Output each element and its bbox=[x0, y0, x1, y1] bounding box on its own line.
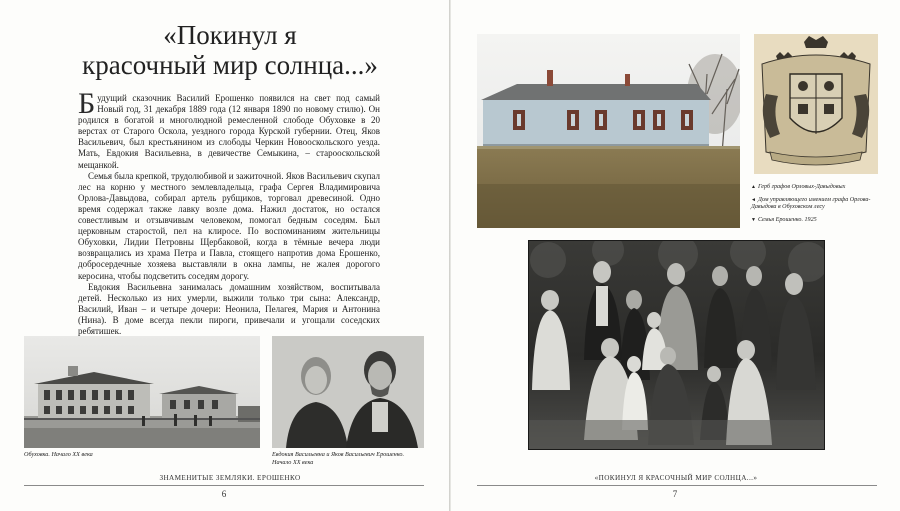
left-footer-rule bbox=[24, 485, 424, 486]
title-line-1: «Покинул я bbox=[163, 20, 297, 50]
right-footer-rule bbox=[477, 485, 877, 486]
title-line-2: красочный мир солнца...» bbox=[82, 50, 378, 80]
paragraph-1-text: удущий сказочник Василий Ерошенко появился на свет под самый Новый год, 31 декабря 1889 года (12 января 1890 по новому стилю). Он родился в богатой и многолюдной ремесленной слободе Обуховке в 20 верстах от Старого Оскола, уездного города Курской губернии. Отец, Яков Васильевич, был крестьянином из слободы Черкин Новооскольского уезда. Мать, Евдокия Васильевна, в девичестве Семыкина, – старооскольской мещанкой. bbox=[78, 93, 380, 170]
right-page bbox=[451, 0, 900, 511]
caption-family bbox=[751, 217, 891, 225]
family-photo bbox=[528, 240, 825, 450]
left-running-head: ЗНАМЕНИТЫЕ ЗЕМЛЯКИ. ЕРОШЕНКО bbox=[159, 474, 301, 482]
manor-house-photo bbox=[477, 34, 740, 228]
right-captions bbox=[751, 184, 891, 229]
arrow-left-icon: ◄ bbox=[751, 197, 756, 203]
village-caption: Обуховка. Начало XX века bbox=[24, 451, 93, 458]
arrow-down-icon: ▼ bbox=[751, 217, 756, 223]
right-page-number: 7 bbox=[672, 489, 678, 499]
caption-manor-house bbox=[751, 197, 891, 212]
coat-of-arms-image bbox=[754, 34, 878, 174]
right-running-head: «ПОКИНУЛ Я КРАСОЧНЫЙ МИР СОЛНЦА...» bbox=[594, 474, 758, 482]
caption-coat-of-arms-text: Герб графов Орловых-Давыдовых bbox=[757, 184, 846, 190]
left-page bbox=[0, 0, 449, 511]
left-page-number: 6 bbox=[221, 489, 227, 499]
caption-family-text: Семья Ерошенко. 1925 bbox=[757, 216, 817, 223]
caption-manor-house-text: Дом управляющего имением графа Орлова-Давыдова в Обуховском лесу bbox=[751, 196, 871, 211]
chapter-title bbox=[50, 20, 410, 80]
paragraph-3: Евдокия Васильевна занималась домашним хозяйством, воспитывала детей. Несколько из них умерли, выжили только три сына: Александр, Василий, Иван – и четыре дочери: Неонила, Пелагея, Мария и Антонина (Нина). В доме всегда пекли пироги, привечали и угощали соседских ребятишек. bbox=[78, 281, 380, 336]
arrow-up-icon: ▲ bbox=[751, 185, 756, 190]
paragraph-1 bbox=[78, 87, 380, 171]
drop-cap: Б bbox=[78, 87, 96, 120]
parents-photo bbox=[272, 336, 424, 448]
paragraph-2: Семья была крепкой, трудолюбивой и зажиточной. Яков Васильевич скупал лес на корню у местного землевладельца, графа Сергея Владимировича Орлова-Давыдова, собирал артель рубщиков, торговал древесиной. Одно время содержал также лавку возле дома. Нажил достаток, но остался совестливым и отзывчивым человеком, помогал бедным соседям. Был церковным старостой, пел на клиросе. По воспоминаниям жительницы Обуховки, Лидии Петровны Щербаковой, когда в тёмные вечера люди возвращались из храма Петра и Павла, стоящего напротив дома Ерошенко, добросердечные хозяева выставляли в окна лампы, не жалея дорогого керосина, чтобы подсветить соседям дорогу. bbox=[78, 170, 380, 281]
village-photo bbox=[24, 336, 260, 448]
caption-coat-of-arms bbox=[751, 184, 891, 192]
body-text bbox=[78, 87, 380, 337]
parents-caption: Евдокия Васильевна и Яков Васильевич Ерошенко. Начало XX века bbox=[272, 451, 405, 466]
